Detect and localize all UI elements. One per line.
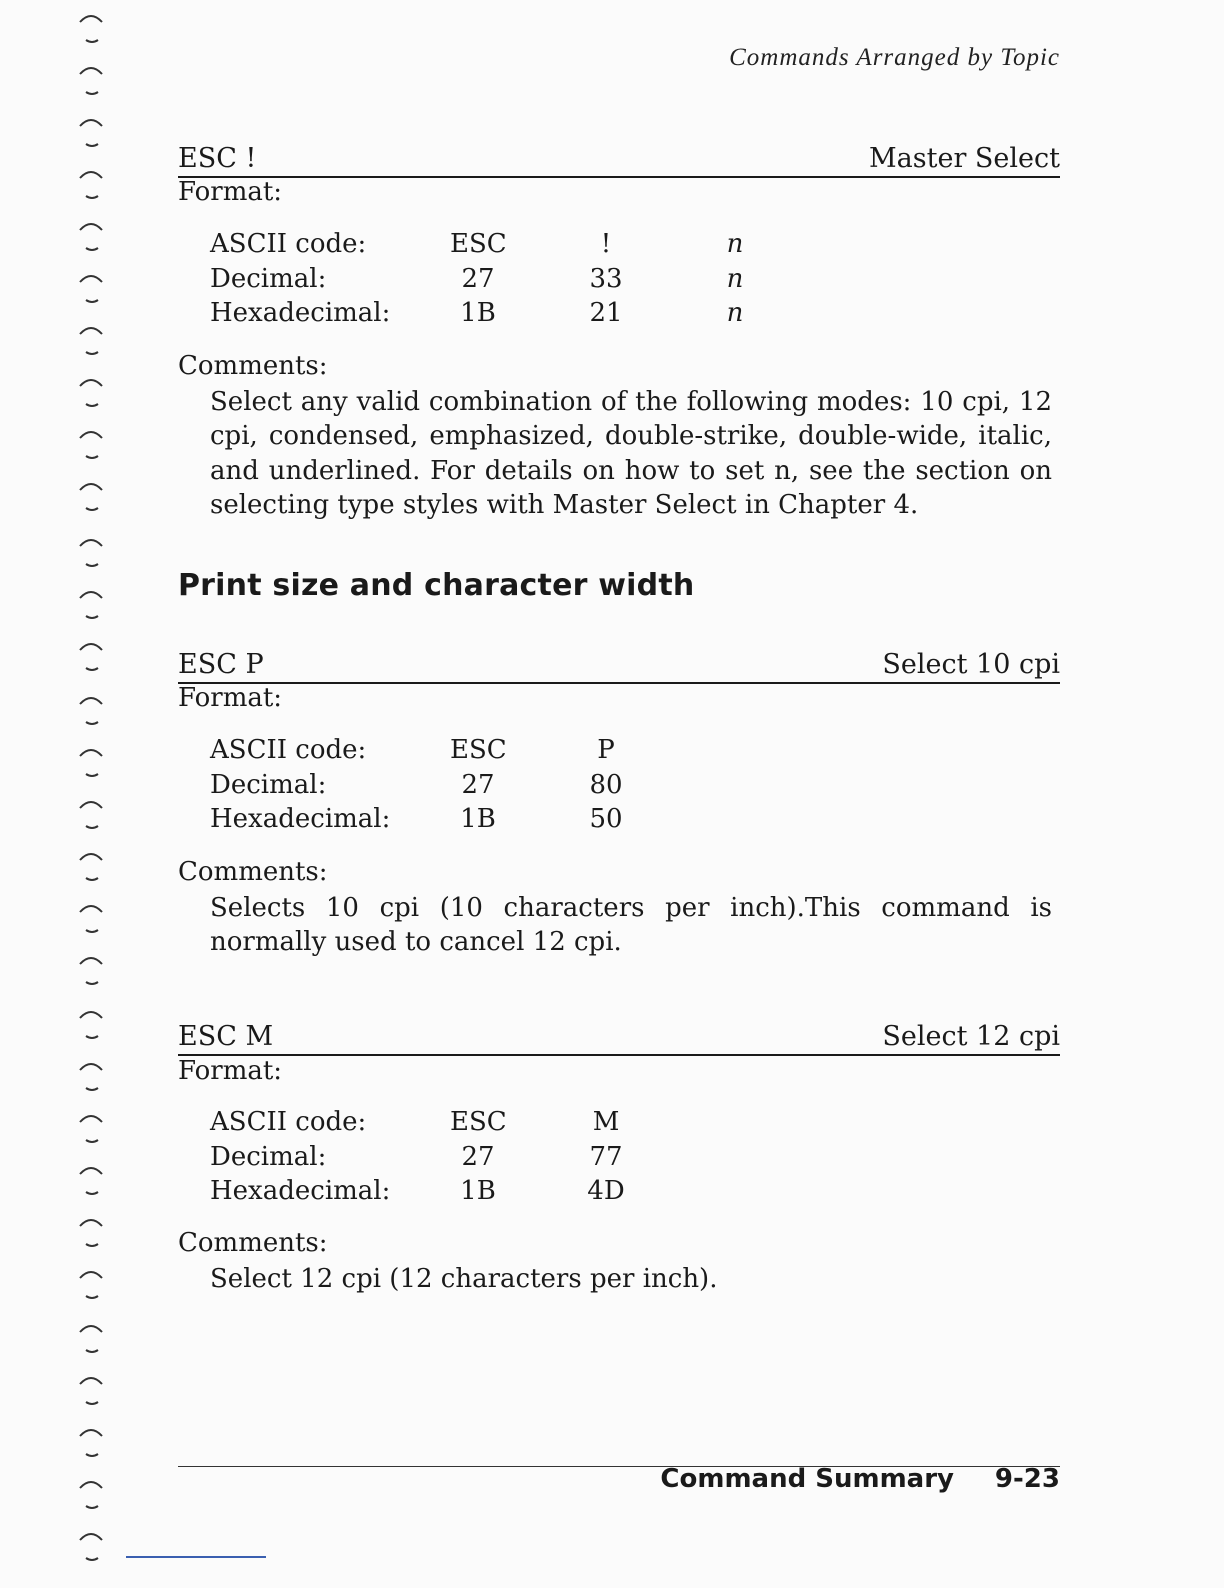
code-value: 50 <box>589 804 623 834</box>
page-number: 9-23 <box>994 1464 1060 1494</box>
code-row <box>210 264 810 299</box>
code-value: ESC <box>450 1107 507 1137</box>
section-heading: Print size and character width <box>178 568 695 603</box>
row-label: Hexadecimal: <box>210 804 391 834</box>
code-value: M <box>592 1107 620 1137</box>
scan-edge-stripe <box>126 1556 266 1558</box>
code-value: n <box>726 229 744 259</box>
code-value: 80 <box>589 769 623 800</box>
format-label: Format: <box>178 1056 283 1086</box>
code-row <box>210 770 810 805</box>
command-title: Master Select <box>869 143 1060 174</box>
code-row <box>210 1176 810 1211</box>
code-value: 27 <box>461 1141 495 1172</box>
comments-text: Select any valid combination of the following modes: 10 cpi, 12 cpi, condensed, emphasized, double-strike, double-wide, italic, and underlined. For details on how to set n, see the section on selecting type styles with Master Select in Chapter 4. <box>210 387 1052 520</box>
row-label: ASCII code: <box>210 735 367 765</box>
code-value: P <box>597 735 615 765</box>
code-value: 77 <box>589 1141 623 1172</box>
code-row <box>210 804 810 839</box>
code-row <box>210 1142 810 1177</box>
row-label: Hexadecimal: <box>210 298 391 328</box>
code-value: 33 <box>589 263 623 294</box>
code-row <box>210 1107 810 1142</box>
running-header: Commands Arranged by Topic <box>729 44 1060 71</box>
code-value: ! <box>600 229 612 259</box>
command-title: Select 12 cpi <box>882 1021 1060 1052</box>
code-value: 27 <box>461 263 495 294</box>
code-value: 21 <box>589 298 623 328</box>
command-name: ESC ! <box>178 143 257 174</box>
footer-label: Command Summary <box>660 1464 954 1494</box>
code-value: 1B <box>460 1176 496 1206</box>
code-value: 1B <box>460 804 496 834</box>
comments-label: Comments: <box>178 857 328 887</box>
format-label: Format: <box>178 177 283 207</box>
code-table-select-12-cpi <box>210 1107 810 1211</box>
row-label: Decimal: <box>210 263 327 294</box>
command-header-select-10-cpi <box>178 644 1060 684</box>
code-table-select-10-cpi <box>210 735 810 839</box>
row-label: ASCII code: <box>210 229 367 259</box>
row-label: Hexadecimal: <box>210 1176 391 1206</box>
comments-label: Comments: <box>178 1228 328 1258</box>
code-value: 27 <box>461 769 495 800</box>
spiral-binding-icon <box>74 0 114 1584</box>
row-label: Decimal: <box>210 769 327 800</box>
row-label: Decimal: <box>210 1141 327 1172</box>
code-value: 4D <box>587 1176 625 1206</box>
comments-text: Selects 10 cpi (10 characters per inch).This command is normally used to cancel 12 cpi. <box>210 893 1052 958</box>
code-value: n <box>726 298 744 328</box>
code-row <box>210 298 810 333</box>
command-name: ESC M <box>178 1021 274 1052</box>
command-name: ESC P <box>178 649 264 680</box>
comments-text: Select 12 cpi (12 characters per inch). <box>210 1264 718 1294</box>
code-value: ESC <box>450 735 507 765</box>
code-row <box>210 735 810 770</box>
code-table-master-select <box>210 229 810 333</box>
command-header-master-select <box>178 138 1060 178</box>
comments-label: Comments: <box>178 351 328 381</box>
command-header-select-12-cpi <box>178 1016 1060 1056</box>
code-value: n <box>726 263 744 294</box>
command-title: Select 10 cpi <box>882 649 1060 680</box>
code-value: ESC <box>450 229 507 259</box>
format-label: Format: <box>178 683 283 713</box>
spiral-binding <box>74 0 114 1584</box>
code-row <box>210 229 810 264</box>
row-label: ASCII code: <box>210 1107 367 1137</box>
code-value: 1B <box>460 298 496 328</box>
